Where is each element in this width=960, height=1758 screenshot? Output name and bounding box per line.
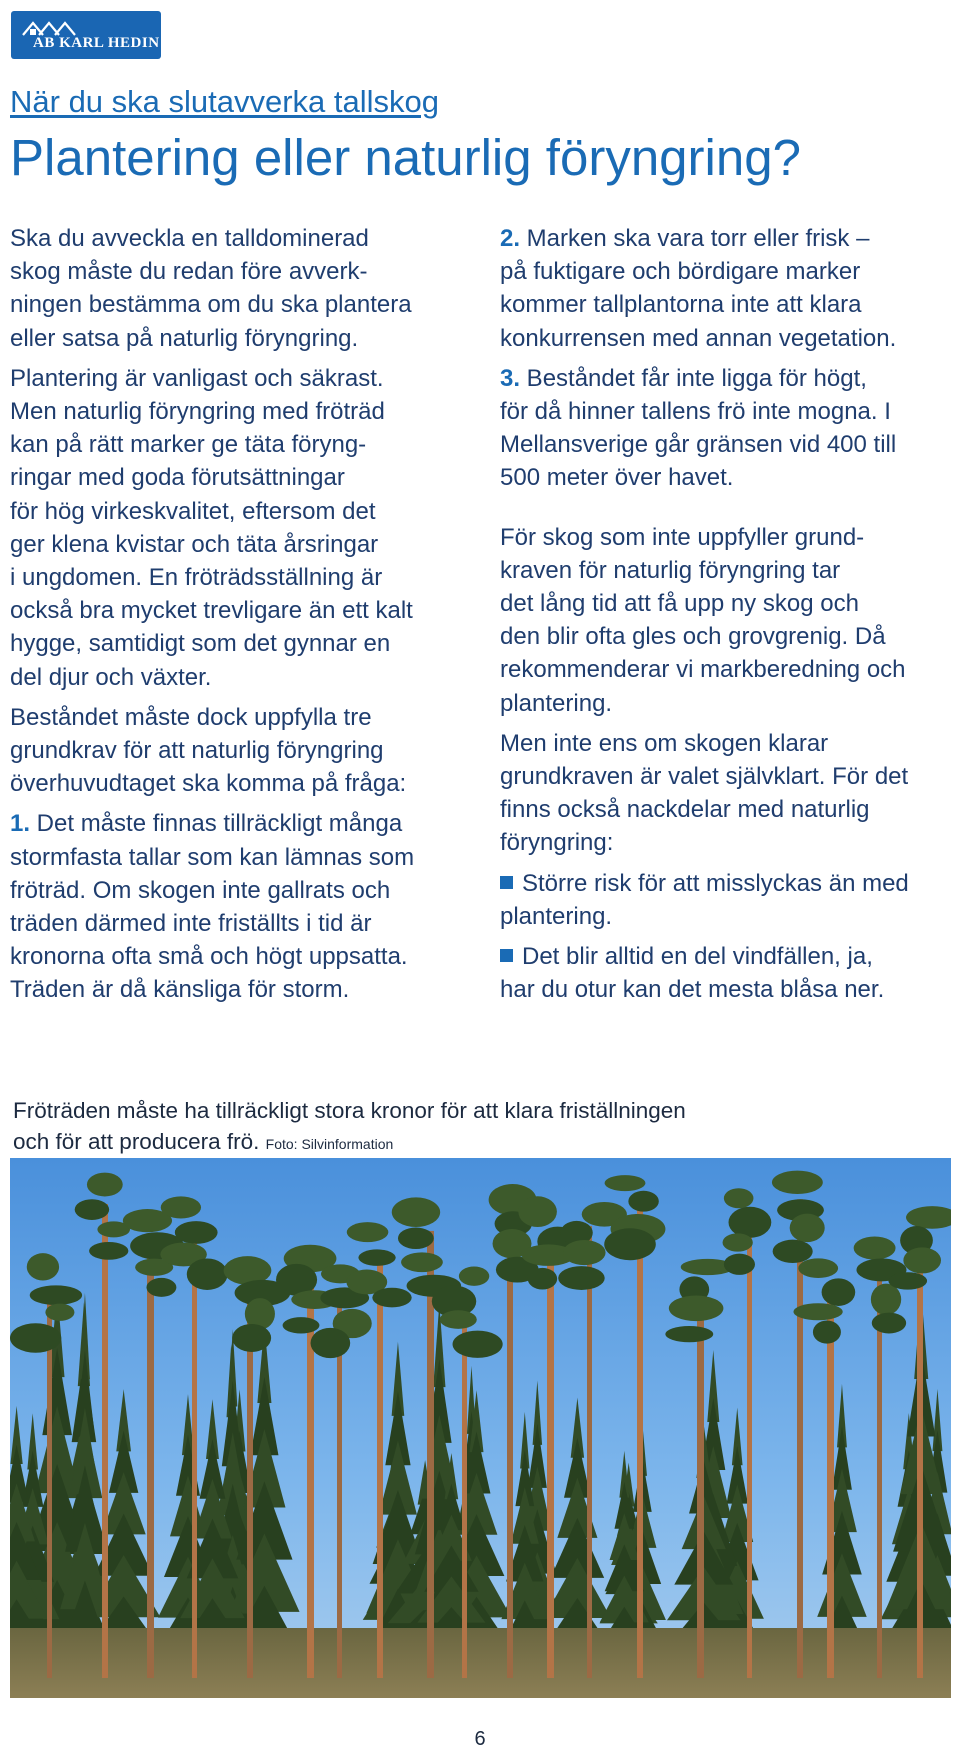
photo-caption: Fröträden måste ha tillräckligt stora kronor för att klara friställningen och för att producera frö. Foto: Silvinformation <box>13 1098 686 1154</box>
company-logo <box>11 11 161 59</box>
drawback-bullet-2: Det blir alltid en del vindfällen, ja, har du otur kan det mesta blåsa ner. <box>500 943 885 1004</box>
requirements-intro-paragraph: Beståndet måste dock uppfylla tre grundkrav för att naturlig föryngring överhuvudtaget ska komma på fråga: <box>10 703 407 798</box>
item-number: 1. <box>10 810 31 838</box>
requirement-item-2: 2. Marken ska vara torr eller frisk – på fuktigare och bördigare marker kommer tallplantorna inte att klara konkurrensen med annan vegetation. <box>500 225 897 352</box>
square-bullet-icon <box>500 949 513 962</box>
item-number: 2. <box>500 225 521 252</box>
right-column <box>500 222 955 1006</box>
drawbacks-paragraph: Men inte ens om skogen klarar grundkraven är valet självklart. För det finns också nackdelar med naturlig föryngring: <box>500 729 909 857</box>
intro-paragraph: Ska du avveckla en talldominerad skog måste du redan före avverk- ningen bestämma om du ska plantera eller satsa på naturlig föryngring. <box>10 225 412 352</box>
page-title: Plantering eller naturlig föryngring? <box>10 129 801 186</box>
drawback-bullet-1: Större risk för att misslyckas än med plantering. <box>500 869 909 930</box>
planting-paragraph: Plantering är vanligast och säkrast. Men naturlig föryngring med fröträd kan på rätt marker ge täta föryng- ringar med goda förutsättningar för hög virkeskvalitet, eftersom det ger klena kvistar och täta årsringar i ungdomen. En fröträdsställning är också bra mycket trevligare än ett kalt hygge, samtidigt som det gynnar en del djur och växter. <box>10 364 413 691</box>
pine-forest-illustration <box>10 1158 951 1698</box>
consequence-paragraph: För skog som inte uppfyller grund- kraven för naturlig föryngring tar det lång tid att få upp ny skog och den blir ofta gles och grovgrenig. Då rekommenderar vi markberedning och plantering. <box>500 523 906 717</box>
requirement-item-3: 3. Beståndet får inte ligga för högt, för då hinner tallens frö inte mogna. I Mellansverige går gränsen vid 400 till 500 meter över havet. <box>500 364 897 492</box>
photo-credit: Foto: Silvinformation <box>265 1136 394 1152</box>
section-kicker: När du ska slutavverka tallskog <box>10 84 440 119</box>
page-number: 6 <box>474 1728 486 1750</box>
logo-text: AB KARL HEDIN <box>33 35 160 51</box>
pine-forest-photo <box>10 1158 951 1698</box>
item-number: 3. <box>500 364 521 392</box>
square-bullet-icon <box>500 876 513 889</box>
left-column <box>10 222 465 1007</box>
requirement-item-1: 1. Det måste finnas tillräckligt många stormfasta tallar som kan lämnas som fröträd. Om skogen inte gallrats och träden därmed inte friställts i tid är kronorna ofta små och högt uppsatta. Träden är då känsliga för storm. <box>10 810 415 1004</box>
